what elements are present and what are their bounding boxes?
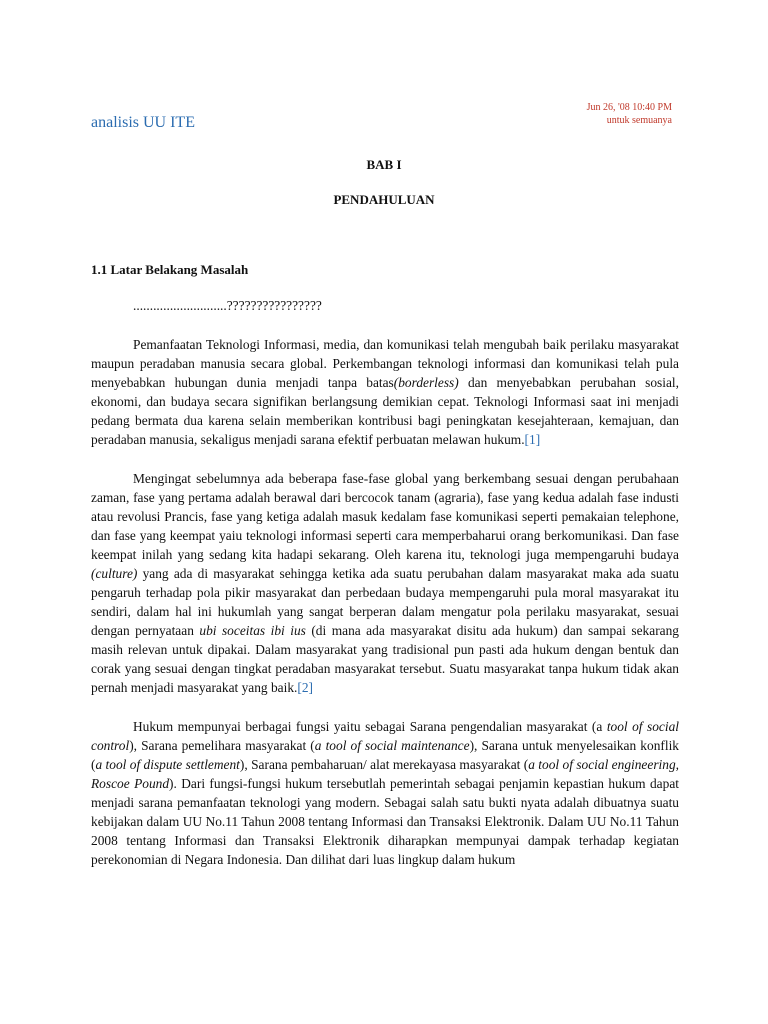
document-body [91, 296, 679, 889]
p2-emphasis-1: (culture) [91, 566, 138, 581]
p2-text-c: (di mana ada masyarakat disitu ada hukum) dan sampai sekarang masih relevan untuk dipakai. Dalam masyarakat yang tradisional pun pasti ada hukum dengan bentuk dan corak yang sesuai dengan tingkat peradaban masyarakat tersebut. Suatu masyarakat tanpa hukum tidak akan pernah menjadi masyarakat yang baik. [91, 623, 679, 695]
post-meta [587, 101, 672, 127]
p3-text-e: ). Dari fungsi-fungsi hukum tersebutlah pemerintah sebagai penjamin kepastian hukum dapat menjadi sarana pemanfaatan teknologi yang modern. Sebagai salah satu bukti nyata adalah dibuatnya suatu kebijakan dalam UU No.11 Tahun 2008 tentang Informasi dan Transaksi Elektronik. Dalam UU No.11 Tahun 2008 tentang Informasi dan Transaksi Elektronik diharapkan mempunyai dampak terhadap kegiatan perekonomian di Negara Indonesia. Dan dilihat dari luas lingkup dalam hukum [91, 776, 679, 867]
p3-text-b: ), Sarana pemelihara masyarakat ( [129, 738, 315, 753]
p3-text-d: ), Sarana pembaharuan/ alat merekayasa masyarakat ( [239, 757, 529, 772]
placeholder-line: ............................???????????????? [133, 298, 322, 313]
chapter-name: PENDAHULUAN [333, 192, 435, 207]
p1-emphasis: (borderless) [393, 375, 459, 390]
paragraph-1 [91, 335, 679, 449]
section-heading: 1.1 Latar Belakang Masalah [91, 262, 249, 277]
p3-text-c: ), Sarana untuk menyelesaikan konflik ( [91, 738, 679, 772]
p3-emphasis-2: a tool of social maintenance [314, 738, 470, 753]
footnote-link-1[interactable]: [1] [524, 432, 541, 447]
footnote-link-2[interactable]: [2] [297, 680, 313, 695]
p1-text-a: Pemanfaatan Teknologi Informasi, media, dan komunikasi telah mengubah baik perilaku masyarakat maupun peradaban manusia secara global. Perkembangan teknologi informasi dan komunikasi telah pula menyebabkan hubungan dunia menjadi tanpa batas [91, 337, 679, 390]
document-title: analisis UU ITE [91, 114, 195, 131]
p3-emphasis-4: a tool of social engineering, Roscoe Pound [91, 757, 679, 791]
paragraph-3 [91, 717, 679, 869]
p3-text-a: Hukum mempunyai berbagai fungsi yaitu sebagai Sarana pengendalian masyarakat (a [133, 719, 607, 734]
p2-emphasis-2: ubi soceitas ibi ius [199, 623, 306, 638]
p2-text-b: yang ada di masyarakat sehingga ketika ada suatu perubahan dalam masyarakat maka ada suatu pengaruh terhadap pola pikir masyarakat dan perbedaan budaya mempengaruhi pula moral masyarakat itu sendiri, dalam hal ini hukumlah yang sangat berperan dalam mengatur pola perilaku masyarakat, sesuai dengan pernyataan [91, 566, 679, 638]
post-date: Jun 26, '08 10:40 PM [586, 102, 672, 113]
p3-emphasis-1: tool of social control [91, 719, 679, 753]
paragraph-2 [91, 469, 679, 697]
p2-text-a: Mengingat sebelumnya ada beberapa fase-fase global yang berkembang sesuai dengan perubahaan zaman, fase yang pertama adalah berawal dari bercocok tanam (agraria), fase yang kedua adalah fase industi atau revolusi Prancis, fase yang ketiga adalah masuk kedalam fase komunikasi seperti pemakaian telephone, dan fase yang keempat yaiu teknologi informasi seperti cara memperbaharui orang berkomunikasi. Dan fase keempat inilah yang sedang kita hadapi sekarang. Oleh karena itu, teknologi juga mempengaruhi budaya [91, 471, 679, 562]
post-audience: untuk semuanya [606, 115, 672, 126]
p3-emphasis-3: a tool of dispute settlement [95, 757, 240, 772]
chapter-number: BAB I [366, 157, 402, 172]
p1-text-b: dan menyebabkan perubahan sosial, ekonomi, dan budaya secara signifikan berlangsung demikian cepat. Teknologi Informasi saat ini menjadi pedang bermata dua karena selain memberikan kontribusi bagi peningkatan kesejahteraan, kemajuan, dan peradaban manusia, sekaligus menjadi sarana efektif perbuatan melawan hukum. [91, 375, 679, 447]
